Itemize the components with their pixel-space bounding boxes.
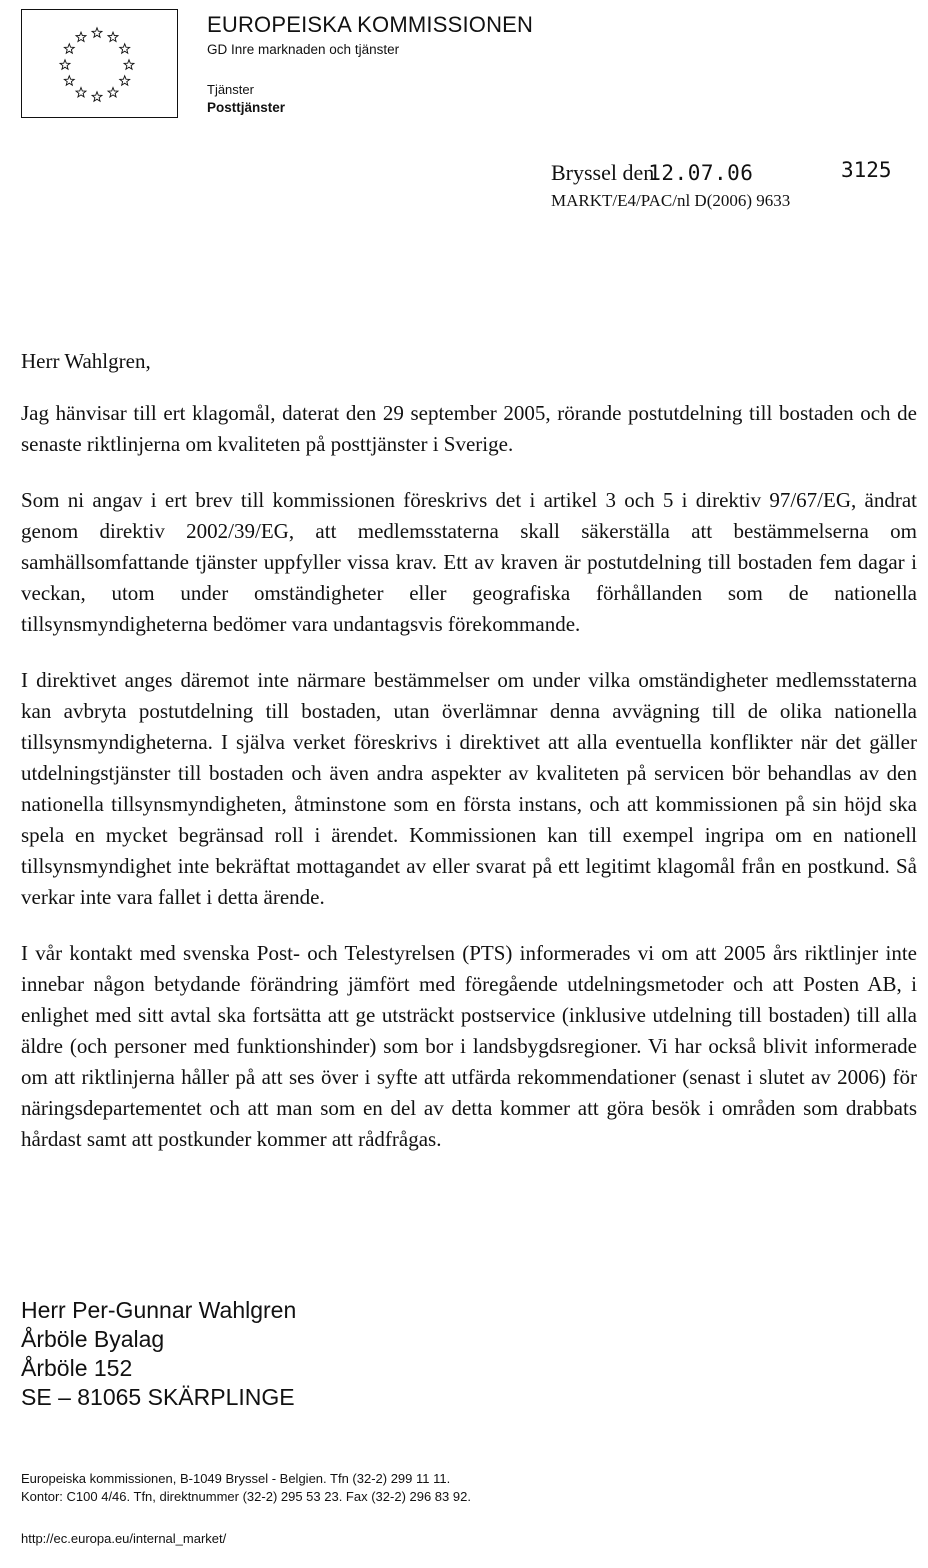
star-icon: [120, 44, 130, 53]
paragraph: I vår kontakt med svenska Post- och Telestyrelsen (PTS) informerades vi om att 2005 års riktlinjer inte innebar någon betydande förändring jämfört med föregående utdelningsmetoder och att Posten AB, i enlighet med sitt avtal ska fortsätta att ge utsträckt postservice (inklusive utdelning till bostaden) till alla äldre (och personer med funktionshinder) som bor i landsbygdsregioner. Vi har också blivit informerade om att riktlinjerna håller på att ses över i syfte att utfärda rekommendationer (senast i slutet av 2006) för näringsdepartementet och att man som en del av detta kommer att göra besök i områden som drabbats hårdast samt att postkunder kommer att rådfrågas.: [21, 941, 917, 1151]
star-icon: [124, 60, 134, 69]
paragraph: I direktivet anges däremot inte närmare bestämmelser om under vilka omständigheter medlemsstaterna kan avbryta postutdelning till bostaden, utan överlämnar denna avvägning till de olika nationella tillsynsmyndigheterna. I själva verket föreskrivs i direktivet att alla eventuella konflikter när det gäller utdelningstjänster till bostaden och även andra aspekter av kvaliteten på servicen bör behandlas av den nationella tillsynsmyndigheten, åtminstone som en första instans, och att kommissionen på sin höjd ska spela en mycket begränsad roll i ärendet. Kommissionen kan till exempel ingripa om en nationell tillsynsmyndighet inte bekräftat mottagandet av eller svarat på ett legitimt klagomål från en postkund. Så verkar inte vara fallet i detta ärende.: [21, 668, 917, 909]
star-icon: [60, 60, 70, 69]
salutation: Herr Wahlgren,: [21, 349, 151, 373]
star-icon: [76, 32, 86, 41]
recipient-address: [21, 1296, 296, 1412]
letter-number-stamp: 3125: [841, 158, 892, 182]
paragraph: Som ni angav i ert brev till kommissionen föreskrivs det i artikel 3 och 5 i direktiv 97/67/EG, ändrat genom direktiv 2002/39/EG, att medlemsstaterna skall säkerställa att bestämmelserna om samhällsomfattande tjänster uppfyller vissa krav. Ett av kraven är postutdelning till bostaden fem dagar i veckan, utom under omständigheter eller geografiska förhållanden som de nationella tillsynsmyndigheterna bedömer vara undantagsvis förekommande.: [21, 488, 917, 636]
date-line: [551, 160, 753, 186]
reference-number: MARKT/E4/PAC/nl D(2006) 9633: [551, 191, 791, 210]
star-icon: [64, 76, 74, 85]
address-line: Årböle 152: [21, 1355, 133, 1381]
date-stamp: 12.07.06: [648, 161, 754, 185]
letter-body: [21, 398, 917, 1180]
paragraph: Jag hänvisar till ert klagomål, daterat den 29 september 2005, rörande postutdelning till bostaden och de senaste riktlinjerna om kvaliteten på posttjänster i Sverige.: [21, 401, 917, 456]
unit-name: Posttjänster: [207, 100, 286, 115]
website-link[interactable]: http://ec.europa.eu/internal_market/: [21, 1531, 227, 1546]
service-name: Tjänster: [207, 82, 254, 97]
organization-name: EUROPEISKA KOMMISSIONEN: [207, 12, 534, 37]
address-line: Herr Per-Gunnar Wahlgren: [21, 1297, 297, 1323]
star-icon: [64, 44, 74, 53]
footer-address: Europeiska kommissionen, B-1049 Bryssel - Belgien. Tfn (32-2) 299 11 11.: [21, 1471, 451, 1486]
directorate-name: GD Inre marknaden och tjänster: [207, 42, 400, 57]
address-line: Årböle Byalag: [21, 1326, 165, 1352]
footer-contact: Kontor: C100 4/46. Tfn, direktnummer (32-2) 295 53 23. Fax (32-2) 296 83 92.: [21, 1489, 471, 1504]
footer: [21, 1470, 471, 1506]
star-icon: [76, 88, 86, 97]
place-prefix: Bryssel den: [551, 160, 655, 185]
star-icon: [92, 28, 102, 37]
star-icon: [108, 88, 118, 97]
eu-stars-icon: [22, 10, 179, 119]
star-icon: [108, 32, 118, 41]
address-line: SE – 81065 SKÄRPLINGE: [21, 1384, 295, 1410]
star-icon: [120, 76, 130, 85]
star-icon: [92, 92, 102, 101]
eu-flag-logo: [21, 9, 178, 118]
